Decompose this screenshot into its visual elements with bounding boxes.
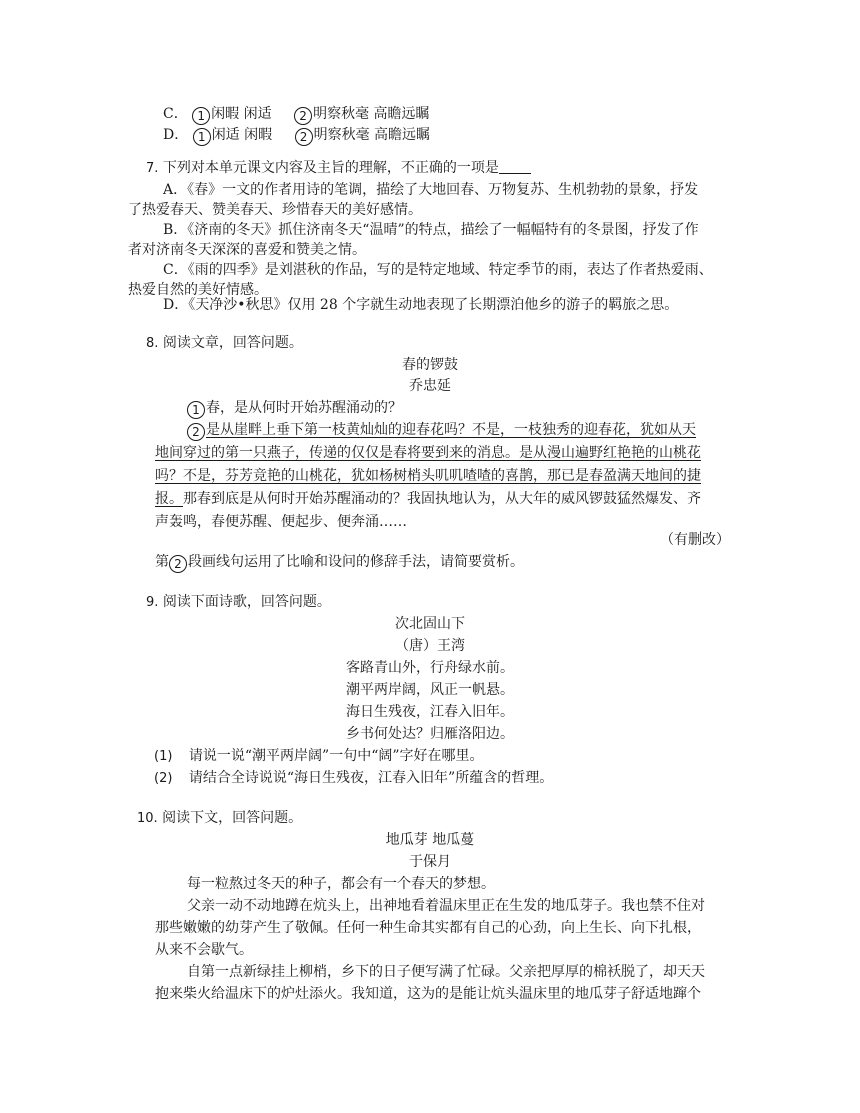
prompt-text: 段画线句运用了比喻和设问的修辞手法，请简要赏析。 xyxy=(188,554,524,570)
question-number: 9. xyxy=(146,595,159,610)
option-text: 明察秋毫 高瞻远瞩 xyxy=(313,127,431,143)
circled-number: 2 xyxy=(187,423,205,441)
poem-title: 次北固山下 xyxy=(395,616,465,632)
sub-question-text: 请结合全诗说说“海日生残夜，江春入旧年”所蕴含的哲理。 xyxy=(188,770,554,786)
article-author: 于保月 xyxy=(409,854,451,870)
option-c xyxy=(163,104,430,125)
article-line: 那些嫩嫩的幼芽产生了敬佩。任何一种生命其实都有自己的心劲，向上生长、向下扎根， xyxy=(155,920,701,936)
source-note: （有删改） xyxy=(660,532,730,548)
answer-blank xyxy=(499,159,531,174)
question-number: 10. xyxy=(137,811,158,826)
prompt-text: 第 xyxy=(155,554,169,570)
poem-author: （唐）王湾 xyxy=(395,638,465,654)
article-title: 春的锣鼓 xyxy=(402,357,458,373)
question-text: 阅读文章，回答问题。 xyxy=(162,335,303,351)
circled-number: 2 xyxy=(295,128,313,146)
question-8-stem xyxy=(146,333,303,354)
question-10-stem xyxy=(137,808,302,829)
article-author: 乔忠延 xyxy=(409,378,451,394)
paragraph-text: 那春到底是从何时开始苏醒涌动的？我固执地认为，从大年的威风锣鼓猛然爆发、齐 xyxy=(183,491,701,507)
underlined-sentence: 报。 xyxy=(155,491,183,507)
poem-line: 海日生残夜，江春入旧年。 xyxy=(346,704,514,720)
article-title: 地瓜芽 地瓜蔓 xyxy=(385,832,475,848)
article-line: 从来不会歇气。 xyxy=(155,942,253,958)
q7-option-c-line1: C．《雨的四季》是刘湛秋的作品，写的是特定地域、特定季节的雨，表达了作者热爱雨、 xyxy=(163,262,713,278)
sub-question-1 xyxy=(154,746,484,767)
q7-option-b-line2: 者对济南冬天深深的喜爱和赞美之情。 xyxy=(128,242,366,258)
sub-question-2 xyxy=(154,768,553,789)
option-letter: D． xyxy=(163,127,189,143)
option-text: 明察秋毫 高瞻远瞩 xyxy=(313,106,430,122)
paragraph-2-line1 xyxy=(187,420,696,441)
underlined-sentence: 是从崖畔上垂下第一枝黄灿灿的迎春花吗？不是，一枝独秀的迎春花，犹如从天 xyxy=(206,422,696,438)
article-line: 每一粒熬过冬天的种子，都会有一个春天的梦想。 xyxy=(187,876,495,892)
option-text: 闲适 闲暇 xyxy=(211,127,273,143)
question-text: 阅读下文，回答问题。 xyxy=(162,810,303,826)
q7-option-b-line1: B．《济南的冬天》抓住济南冬天“温晴”的特点，描绘了一幅幅特有的冬景图，抒发了作 xyxy=(163,222,699,238)
paragraph-2-line3: 吗？不是，芬芳竞艳的山桃花，犹如杨树梢头叽叽喳喳的喜鹊，那已是春盈满天地间的捷 xyxy=(155,468,701,484)
article-line: 自第一点新绿挂上柳梢，乡下的日子便写满了忙碌。父亲把厚厚的棉袄脱了，却天天 xyxy=(187,964,705,980)
question-text: 下列对本单元课文内容及主旨的理解，不正确的一项是 xyxy=(162,160,499,176)
question-9-stem xyxy=(146,592,331,613)
question-7-stem xyxy=(146,158,531,179)
q7-option-c-line2: 热爱自然的美好情感。 xyxy=(128,282,268,298)
circled-number: 2 xyxy=(294,107,312,125)
option-d xyxy=(163,125,430,146)
q7-option-a-line1: A．《春》一文的作者用诗的笔调，描绘了大地回春、万物复苏、生机勃勃的景象，抒发 xyxy=(163,182,699,198)
option-text: 闲暇 闲适 xyxy=(211,106,272,122)
circled-number: 1 xyxy=(193,128,211,146)
paragraph-text: 春，是从何时开始苏醒涌动的？ xyxy=(206,400,402,416)
poem-line: 潮平两岸阔，风正一帆悬。 xyxy=(346,682,514,698)
q7-option-d: D．《天净沙•秋思》仅用 28 个字就生动地表现了长期漂泊他乡的游子的羁旅之思。 xyxy=(163,297,679,313)
sub-question-number: (2) xyxy=(154,771,173,786)
paragraph-1 xyxy=(187,398,402,419)
paragraph-2-line5: 声轰鸣，春便苏醒、便起步、便奔涌…… xyxy=(155,514,407,530)
article-line: 父亲一动不动地蹲在炕头上，出神地看着温床里正在生发的地瓜芽子。我也禁不住对 xyxy=(187,898,705,914)
circled-number: 2 xyxy=(169,555,187,573)
article-line: 抱来柴火给温床下的炉灶添火。我知道，这为的是能让炕头温床里的地瓜芽子舒适地蹿个 xyxy=(155,986,701,1002)
question-8-prompt xyxy=(155,552,524,573)
paragraph-2-line4 xyxy=(155,489,701,509)
q7-option-a-line2: 了热爱春天、赞美春天、珍惜春天的美好感情。 xyxy=(128,202,422,218)
option-letter: C． xyxy=(163,106,188,122)
circled-number: 1 xyxy=(192,107,210,125)
poem-line: 乡书何处达？归雁洛阳边。 xyxy=(346,726,514,742)
paragraph-2-line2: 地间穿过的第一只燕子，传递的仅仅是春将要到来的消息。是从漫山遍野红艳艳的山桃花 xyxy=(155,445,701,461)
question-text: 阅读下面诗歌，回答问题。 xyxy=(162,594,331,610)
sub-question-number: (1) xyxy=(154,749,173,764)
question-number: 7. xyxy=(146,161,159,176)
poem-line: 客路青山外，行舟绿水前。 xyxy=(346,660,514,676)
circled-number: 1 xyxy=(187,401,205,419)
question-number: 8. xyxy=(146,336,159,351)
sub-question-text: 请说一说“潮平两岸阔”一句中“阔”字好在哪里。 xyxy=(188,748,484,764)
